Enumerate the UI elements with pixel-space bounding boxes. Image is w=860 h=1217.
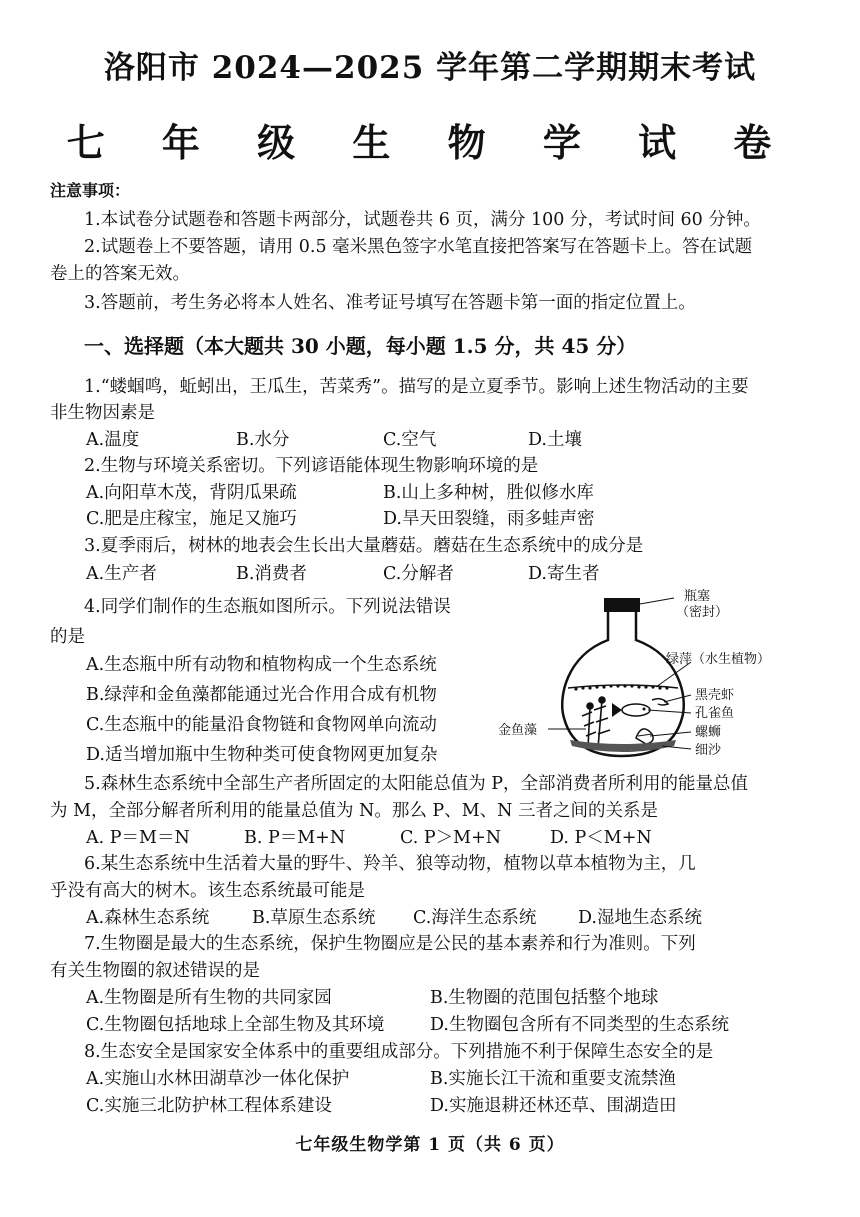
question-5-option-c: C. P＞M+N: [400, 828, 502, 848]
question-3-stem: 3.夏季雨后，树林的地表会生长出大量蘑菇。蘑菇在生态系统中的成分是: [84, 536, 644, 556]
question-5-stem-cont: 为 M，全部分解者所利用的能量总值为 N。那么 P、M、N 三者之间的关系是: [50, 801, 658, 821]
label-guppy: 孔雀鱼: [695, 706, 735, 721]
label-stopper: 瓶塞: [684, 589, 711, 604]
question-1-stem: 1.“蝼蝈鸣，蚯蚓出，王瓜生，苦菜秀”。描写的是立夏季节。影响上述生物活动的主要: [84, 377, 749, 397]
question-2-option-c: C.肥是庄稼宝，施足又施巧: [86, 509, 297, 529]
notice-item-2-cont: 卷上的答案无效。: [50, 264, 190, 284]
exam-title: 洛阳市 2024—2025 学年第二学期期末考试: [103, 50, 757, 86]
notice-item-3: 3.答题前，考生务必将本人姓名、准考证号填写在答题卡第一面的指定位置上。: [84, 293, 696, 313]
exam-subtitle: 七 年 级 生 物 学 试 卷: [66, 120, 794, 165]
question-5-stem: 5.森林生态系统中全部生产者所固定的太阳能总值为 P，全部消费者所利用的能量总值: [84, 774, 749, 794]
section-heading: 一、选择题（本大题共 30 小题，每小题 1.5 分，共 45 分）: [84, 334, 637, 358]
question-7-option-a: A.生物圈是所有生物的共同家园: [86, 988, 332, 1008]
question-3-option-d: D.寄生者: [528, 564, 600, 584]
question-2-option-b: B.山上多种树，胜似修水库: [383, 483, 594, 503]
question-4-option-b: B.绿萍和金鱼藻都能通过光合作用合成有机物: [86, 685, 437, 705]
question-8-option-a: A.实施山水林田湖草沙一体化保护: [86, 1069, 350, 1089]
notice-item-2: 2.试题卷上不要答题，请用 0.5 毫米黑色签字水笔直接把答案写在答题卡上。答在试题: [84, 237, 753, 257]
question-6-option-d: D.湿地生态系统: [578, 908, 702, 928]
question-6-option-b: B.草原生态系统: [252, 908, 376, 928]
question-1-option-c: C.空气: [383, 430, 437, 450]
guppy-fish: [612, 703, 650, 717]
question-8-option-d: D.实施退耕还林还草、围湖造田: [430, 1096, 677, 1116]
notice-heading: 注意事项：: [50, 181, 131, 200]
question-7-option-c: C.生物圈包括地球上全部生物及其环境: [86, 1015, 385, 1035]
page-footer: 七年级生物学第 1 页（共 6 页）: [295, 1135, 565, 1155]
notice-item-1: 1.本试卷分试题卷和答题卡两部分，试题卷共 6 页，满分 100 分，考试时间 60 分钟。: [84, 210, 761, 230]
question-8-option-b: B.实施长江干流和重要支流禁渔: [430, 1069, 676, 1089]
question-4-option-a: A.生态瓶中所有动物和植物构成一个生态系统: [86, 655, 437, 675]
label-snail: 螺蛳: [695, 725, 722, 740]
question-6-option-a: A.森林生态系统: [86, 908, 210, 928]
question-6-stem-cont: 乎没有高大的树木。该生态系统最可能是: [50, 881, 365, 901]
hornwort-plant: [582, 697, 610, 748]
question-7-stem: 7.生物圈是最大的生态系统，保护生物圈应是公民的基本素养和行为准则。下列: [84, 934, 696, 954]
question-7-option-b: B.生物圈的范围包括整个地球: [430, 988, 659, 1008]
question-2-option-a: A.向阳草木茂，背阴瓜果疏: [86, 483, 297, 503]
question-8-option-c: C.实施三北防护林工程体系建设: [86, 1096, 332, 1116]
question-5-option-b: B. P＝M+N: [244, 828, 346, 848]
question-2-option-d: D.旱天田裂缝，雨多蛙声密: [383, 509, 595, 529]
question-4-stem: 4.同学们制作的生态瓶如图所示。下列说法错误: [84, 597, 451, 617]
question-3-option-c: C.分解者: [383, 564, 454, 584]
label-sand: 细沙: [695, 743, 722, 758]
sand-layer: [570, 740, 676, 752]
label-duckweed: 绿萍（水生植物）: [666, 652, 771, 667]
question-1-option-b: B.水分: [236, 430, 290, 450]
label-hornwort: 金鱼藻: [498, 723, 538, 738]
question-6-option-c: C.海洋生态系统: [413, 908, 537, 928]
label-shrimp: 黑壳虾: [695, 688, 735, 703]
leader-shrimp: [664, 695, 691, 702]
question-1-option-a: A.温度: [86, 430, 140, 450]
question-4-stem-cont: 的是: [50, 627, 85, 647]
question-7-stem-cont: 有关生物圈的叙述错误的是: [50, 961, 260, 981]
eco-bottle-figure: [486, 588, 786, 773]
bottle-stopper: [604, 598, 640, 612]
question-1-stem-cont: 非生物因素是: [50, 403, 155, 423]
label-stopper-sealed: （密封）: [676, 605, 729, 620]
question-5-option-a: A. P＝M＝N: [86, 828, 190, 848]
question-6-stem: 6.某生态系统中生活着大量的野牛、羚羊、狼等动物，植物以草本植物为主，几: [84, 854, 696, 874]
question-4-option-d: D.适当增加瓶中生物种类可使食物网更加复杂: [86, 745, 438, 765]
question-3-option-a: A.生产者: [86, 564, 157, 584]
question-4-option-c: C.生态瓶中的能量沿食物链和食物网单向流动: [86, 715, 437, 735]
leader-snail: [650, 732, 691, 736]
question-3-option-b: B.消费者: [236, 564, 307, 584]
question-5-option-d: D. P＜M+N: [550, 828, 652, 848]
question-7-option-d: D.生物圈包含所有不同类型的生态系统: [430, 1015, 729, 1035]
question-8-stem: 8.生态安全是国家安全体系中的重要组成部分。下列措施不利于保障生态安全的是: [84, 1042, 714, 1062]
question-2-stem: 2.生物与环境关系密切。下列谚语能体现生物影响环境的是: [84, 456, 539, 476]
leader-stopper: [640, 598, 674, 604]
question-1-option-d: D.土壤: [528, 430, 582, 450]
